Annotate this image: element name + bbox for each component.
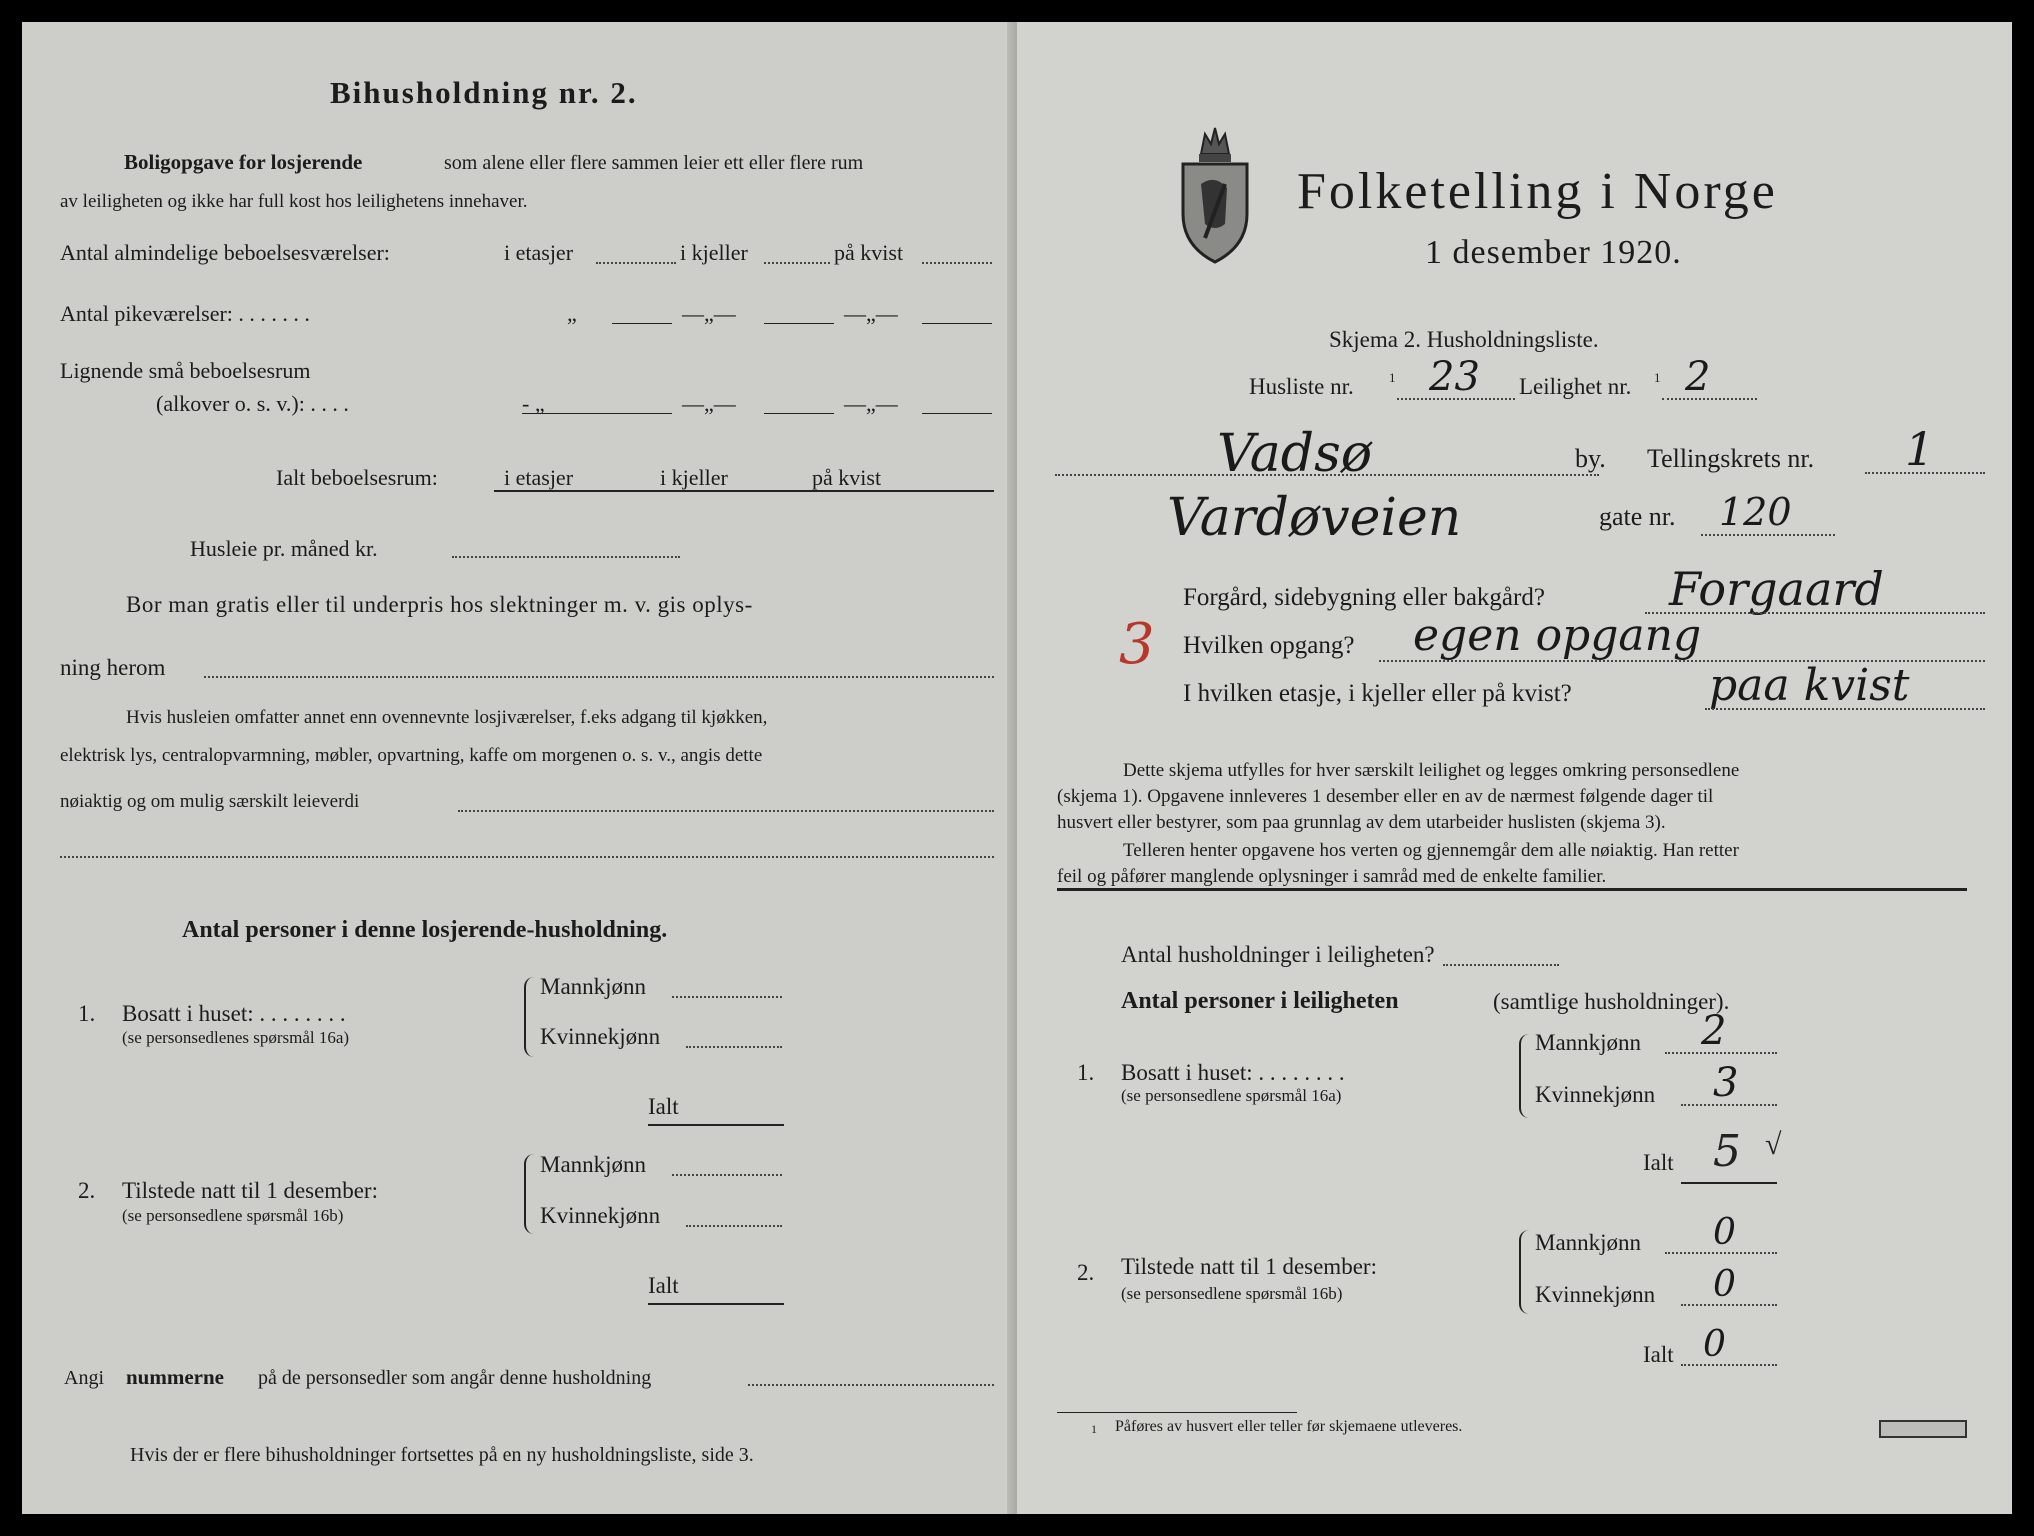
husliste-label: Husliste nr. [1249,374,1354,399]
krets-field[interactable] [1865,472,1985,474]
right-q1-note: (se personsedlene spørsmål 16a) [1121,1086,1342,1105]
husliste-value: 23 [1429,354,1480,400]
left-q1-kvinne-label: Kvinnekjønn [540,1024,661,1049]
left-q2-mann-field[interactable] [672,1174,782,1176]
rooms-label: Antal almindelige beboelsesværelser: [60,240,390,265]
gate-value: 120 [1719,490,1792,534]
right-persons-rest: (samtlige husholdninger). [1493,989,1730,1014]
etasje-value: paa kvist [1709,660,1910,711]
gate-field[interactable] [1701,534,1835,536]
alkover-ditto-3: —„— [844,391,898,416]
right-q1-kvinne-label: Kvinnekjønn [1535,1082,1656,1107]
instruction-line3: husvert eller bestyrer, som paa grunnlag av dem utarbeider huslisten (skjema 3). [1057,812,1666,833]
right-q2-number: 2. [1077,1260,1095,1285]
right-q1-mann-value: 2 [1701,1008,1727,1054]
ialt-rooms-label: Ialt beboelsesrum: [276,465,438,490]
left-q2-kvinne-field[interactable] [686,1225,782,1227]
rooms-kvist-field[interactable] [922,262,992,264]
etasje-label: I hvilken etasje, i kjeller eller på kvist? [1183,680,1572,707]
right-q2-kvinne-field[interactable] [1681,1304,1777,1306]
hush-field[interactable] [1443,964,1559,966]
right-q1-ialt-field[interactable] [1681,1182,1777,1184]
omfatter-line3: nøiaktig og om mulig særskilt leieverdi [60,791,360,812]
intro-rest: som alene eller flere sammen leier ett eller flere rum [444,152,864,174]
left-q2-number: 2. [78,1178,96,1203]
omfatter-line1: Hvis husleien omfatter annet enn ovennevnte losjiværelser, f.eks adgang til kjøkken, [126,707,768,728]
right-q2-kvinne-label: Kvinnekjønn [1535,1282,1656,1307]
rooms-kjeller-field[interactable] [764,262,830,264]
left-q2-brace [524,1154,536,1234]
alkover-etasjer-field[interactable] [522,413,672,414]
angi-bold: nummerne [126,1365,224,1389]
omfatter-line2: elektrisk lys, centralopvarmning, møbler, opvartning, kaffe om morgenen o. s. v., angis dette [60,745,763,766]
check-mark-icon: √ [1765,1128,1782,1161]
printer-stamp [1879,1420,1967,1438]
alkover-kjeller-field[interactable] [764,413,834,414]
right-page [1017,22,2012,1514]
forgaard-label: Forgård, sidebygning eller bakgård? [1183,584,1545,611]
left-page [22,22,1017,1514]
alkover-ditto-2: —„— [682,391,736,416]
right-q1-label: Bosatt i huset: . . . . . . . . [1121,1060,1345,1085]
intro-line2: av leiligheten og ikke har full kost hos leilighetens innehaver. [60,191,528,212]
right-q2-note: (se personsedlene spørsmål 16b) [1121,1284,1343,1303]
right-q2-label: Tilstede natt til 1 desember: [1121,1254,1377,1279]
gratis-field[interactable] [204,676,994,678]
ialt-rooms-line[interactable] [494,490,994,492]
pike-kjeller-field[interactable] [764,323,834,324]
instruction-line4: Telleren henter opgavene hos verten og gjennemgår dem alle nøiaktig. Han retter [1123,840,1739,861]
street-value: Vardøveien [1167,488,1462,548]
krets-value: 1 [1905,422,1935,476]
krets-label: Tellingskrets nr. [1647,444,1815,473]
schema-label: Skjema 2. Husholdningsliste. [1329,327,1599,352]
intro-bold: Boligopgave for losjerende [124,150,363,174]
angi-pre: Angi [64,1367,104,1389]
right-q1-ialt-label: Ialt [1643,1150,1674,1175]
footnote-sup: 1 [1091,1422,1097,1436]
left-q1-mann-label: Mannkjønn [540,974,647,999]
pike-label: Antal pikeværelser: . . . . . . . [60,301,310,326]
right-q1-mann-field[interactable] [1665,1052,1777,1054]
rooms-etasjer-label: i etasjer [504,240,574,265]
left-q2-ialt-field[interactable] [648,1303,784,1305]
right-q2-ialt-value: 0 [1703,1324,1726,1365]
instruction-line2: (skjema 1). Opgavene innleveres 1 desember eller en av de nærmest følgende dager til [1057,786,1714,807]
left-q2-kvinne-label: Kvinnekjønn [540,1203,661,1228]
ialt-etasjer-label: i etasjer [504,465,574,490]
right-date: 1 desember 1920. [1425,234,1682,271]
census-form-sheet [22,22,2012,1514]
left-footer: Hvis der er flere bihusholdninger fortsettes på en ny husholdningsliste, side 3. [130,1444,754,1466]
instruction-line1: Dette skjema utfylles for hver særskilt leilighet og legges omkring personsedlene [1123,760,1740,781]
right-q2-mann-value: 0 [1713,1212,1736,1253]
right-q1-mann-label: Mannkjønn [1535,1030,1642,1055]
angi-field[interactable] [748,1384,994,1386]
left-q1-ialt-label: Ialt [648,1094,679,1119]
opgang-value: egen opgang [1413,610,1702,661]
left-q2-ialt-label: Ialt [648,1273,679,1298]
instruction-line5: feil og påfører manglende oplysninger i samråd med de enkelte familier. [1057,866,1607,887]
alkover-ditto-1: - „ [522,391,545,416]
right-title: Folketelling i Norge [1297,163,1778,220]
angi-post: på de personsedler som angår denne husholdning [258,1367,652,1389]
left-q2-label: Tilstede natt til 1 desember: [122,1178,378,1203]
left-q1-kvinne-field[interactable] [686,1046,782,1048]
right-q2-kvinne-value: 0 [1713,1264,1736,1305]
forgaard-value: Forgaard [1669,562,1884,616]
left-title: Bihusholdning nr. 2. [330,75,638,110]
opgang-label: Hvilken opgang? [1183,632,1355,659]
gate-label: gate nr. [1599,502,1676,531]
right-q2-ialt-label: Ialt [1643,1342,1674,1367]
ialt-kjeller-label: i kjeller [660,465,728,490]
pike-ditto-2: —„— [682,301,736,326]
alkover-label: (alkover o. s. v.): . . . . [156,391,349,416]
city-field[interactable] [1055,474,1599,476]
gratis-line1: Bor man gratis eller til underpris hos slektninger m. v. gis oplys- [126,592,753,617]
ialt-kvist-label: på kvist [812,465,882,490]
left-q2-mann-label: Mannkjønn [540,1152,647,1177]
coat-of-arms-icon [1175,114,1255,264]
omfatter-field-2[interactable] [60,856,994,858]
left-q1-mann-field[interactable] [672,996,782,998]
alkover-kvist-field[interactable] [922,413,992,414]
lignende-label: Lignende små beboelsesrum [60,358,311,383]
pike-ditto-3: —„— [844,301,898,326]
rooms-etasjer-field[interactable] [596,262,676,264]
left-q2-note: (se personsedlene spørsmål 16b) [122,1206,344,1225]
omfatter-field-1[interactable] [458,810,994,812]
footnote-text: Påføres av husvert eller teller før skjemaene utleveres. [1115,1418,1463,1435]
left-q1-note: (se personsedlenes spørsmål 16a) [122,1028,350,1047]
husliste-sup: 1 [1389,370,1396,385]
left-q1-brace [524,977,536,1057]
rooms-kjeller-label: i kjeller [680,240,748,265]
rooms-kvist-label: på kvist [834,240,904,265]
right-q1-kvinne-field[interactable] [1681,1104,1777,1106]
gratis-line2: ning herom [60,655,166,680]
right-persons-bold: Antal personer i leiligheten [1121,988,1399,1014]
by-label: by. [1575,444,1606,473]
right-q1-ialt-value: 5 [1713,1126,1741,1177]
footnote-rule [1057,1412,1297,1413]
instructions-rule [1057,888,1967,891]
right-q1-kvinne-value: 3 [1713,1060,1739,1106]
husliste-field[interactable] [1397,398,1515,400]
city-value: Vadsø [1217,424,1373,484]
husleie-label: Husleie pr. måned kr. [190,536,378,561]
leilighet-field[interactable] [1662,398,1757,400]
right-q2-ialt-field[interactable] [1681,1364,1777,1366]
right-q2-brace [1519,1230,1531,1314]
hush-label: Antal husholdninger i leiligheten? [1121,942,1435,967]
right-q1-brace [1519,1034,1531,1118]
leilighet-label: Leilighet nr. [1519,374,1632,399]
left-q1-number: 1. [78,1001,96,1026]
pike-etasjer-field[interactable] [612,323,672,324]
pike-ditto-1: „ [567,301,577,326]
etasje-field[interactable] [1705,708,1985,710]
left-q1-ialt-field[interactable] [648,1124,784,1126]
right-q2-mann-field[interactable] [1665,1252,1777,1254]
margin-note: 3 [1119,612,1155,677]
right-q1-number: 1. [1077,1060,1095,1085]
leilighet-value: 2 [1685,354,1711,400]
right-q2-mann-label: Mannkjønn [1535,1230,1642,1255]
pike-kvist-field[interactable] [922,323,992,324]
left-persons-heading: Antal personer i denne losjerende-husholdning. [182,917,668,943]
leilighet-sup: 1 [1654,370,1661,385]
husleie-field[interactable] [452,556,680,558]
left-q1-label: Bosatt i huset: . . . . . . . . [122,1001,346,1026]
